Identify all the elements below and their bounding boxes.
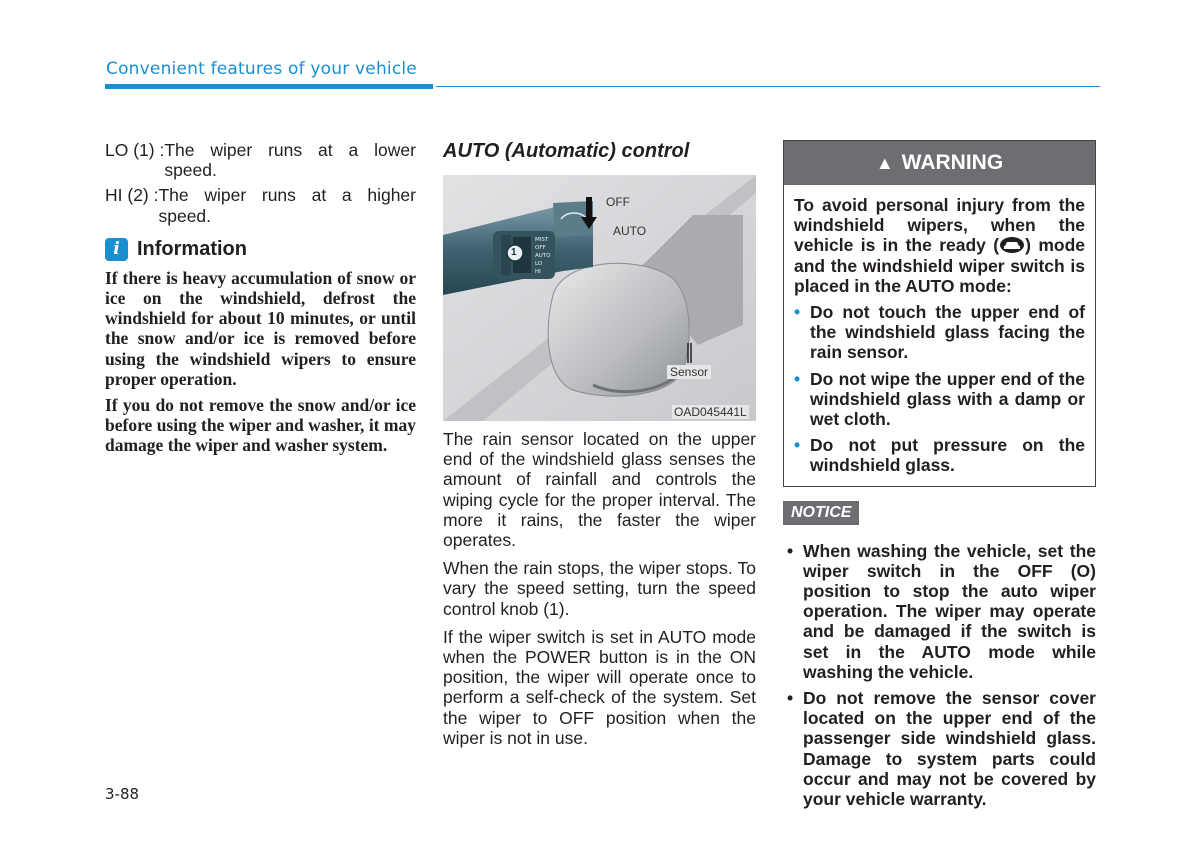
- info-icon: i: [105, 238, 128, 261]
- warning-header: [784, 141, 1095, 185]
- page-number: 3-88: [105, 785, 140, 803]
- notice-bullet-text: When washing the vehicle, set the wiper switch in the OFF (O) position to stop the auto wiper operation. The wiper may operate and be damaged if the switch is set in the AUTO mode while washing the vehicle.: [803, 540, 1096, 682]
- warning-body: [784, 185, 1095, 486]
- figure-code: OAD045441L: [674, 405, 747, 419]
- definition-desc: The wiper runs at a higher speed.: [158, 185, 416, 226]
- svg-text:AUTO: AUTO: [535, 253, 551, 259]
- notice-bullet: [783, 541, 1096, 682]
- bullet-dot-icon: •: [794, 368, 801, 389]
- figure-label-auto: AUTO: [613, 224, 647, 238]
- warning-bullet-text: Do not put pressure on the windshield glass.: [810, 435, 1085, 476]
- bullet-dot-icon: •: [787, 540, 794, 561]
- definition-lo: [105, 140, 416, 180]
- bullet-dot-icon: •: [794, 302, 801, 323]
- warning-intro-end: ) mode and the windshield wiper switch is placed in the AUTO mode:: [794, 235, 1085, 296]
- svg-text:LO: LO: [535, 261, 543, 267]
- svg-text:HI: HI: [535, 269, 541, 275]
- definition-hi: [105, 185, 416, 225]
- speed-definitions: [105, 140, 416, 226]
- column-left: [105, 140, 416, 462]
- information-title: Information: [137, 237, 247, 260]
- definition-desc: The wiper runs at a lower speed.: [164, 140, 416, 181]
- body-paragraph: If the wiper switch is set in AUTO mode when the POWER button is in the ON position, the wiper will operate once to perform a self-check of the system. Set the wiper to OFF position when the wiper is not in use.: [443, 626, 756, 748]
- column-middle: [443, 140, 756, 756]
- information-heading: [105, 238, 416, 261]
- figure-label-sensor: Sensor: [667, 365, 711, 379]
- warning-bullet: [794, 302, 1085, 363]
- definition-term: LO (1) :: [105, 140, 165, 160]
- definition-term: HI (2) :: [105, 185, 159, 206]
- wiper-stalk-illustration: [443, 175, 756, 421]
- warning-bullet: [794, 435, 1085, 475]
- auto-control-heading: AUTO (Automatic) control: [443, 140, 690, 162]
- warning-bullet: [794, 369, 1085, 430]
- warning-bullet-text: Do not wipe the upper end of the windshield glass with a damp or wet cloth.: [810, 368, 1085, 430]
- wiper-auto-figure: [443, 175, 756, 421]
- warning-intro-start: To avoid personal injury from the windshield wipers, when the vehicle is in the ready (: [794, 195, 1085, 256]
- notice-bullet: [783, 688, 1096, 809]
- notice-bullet-text: Do not remove the sensor cover located on the upper end of the passenger side windshield glass. Damage to system parts could occur and may not be covered by your vehicle warranty.: [803, 688, 1096, 810]
- warning-triangle-icon: ▲: [875, 152, 894, 173]
- warning-box: [783, 140, 1096, 487]
- header-accent-bar: [105, 84, 433, 89]
- notice-list: [783, 541, 1096, 810]
- svg-text:OFF: OFF: [535, 245, 546, 251]
- body-paragraph: The rain sensor located on the upper end of the windshield glass senses the amount of rainfall and controls the wiping cycle for the proper interval. The more it rains, the faster the wiper operates.: [443, 429, 756, 551]
- section-header-title: Convenient features of your vehicle: [106, 59, 417, 79]
- column-right: [783, 140, 1096, 815]
- bullet-dot-icon: •: [787, 688, 794, 709]
- information-paragraph: If you do not remove the snow and/or ice before using the wiper and washer, it may damage the wiper and washer system.: [105, 395, 416, 456]
- car-ready-icon: [999, 236, 1025, 254]
- svg-text:MIST: MIST: [535, 237, 549, 243]
- body-paragraph: When the rain stops, the wiper stops. To vary the speed setting, turn the speed control knob (1).: [443, 558, 756, 619]
- information-paragraph: If there is heavy accumulation of snow or ice on the windshield, defrost the windshield for about 10 minutes, or until the snow and/or ice is removed before using the windshield wipers to ensure proper operation.: [105, 267, 416, 389]
- notice-label: NOTICE: [783, 501, 859, 525]
- header-rule: [436, 86, 1100, 87]
- warning-bullet-text: Do not touch the upper end of the windshield glass facing the rain sensor.: [810, 302, 1085, 363]
- warning-title: WARNING: [901, 151, 1004, 174]
- warning-intro: [794, 195, 1085, 296]
- figure-label-off: OFF: [606, 195, 630, 209]
- bullet-dot-icon: •: [794, 435, 801, 456]
- figure-knob-number: 1: [511, 247, 517, 258]
